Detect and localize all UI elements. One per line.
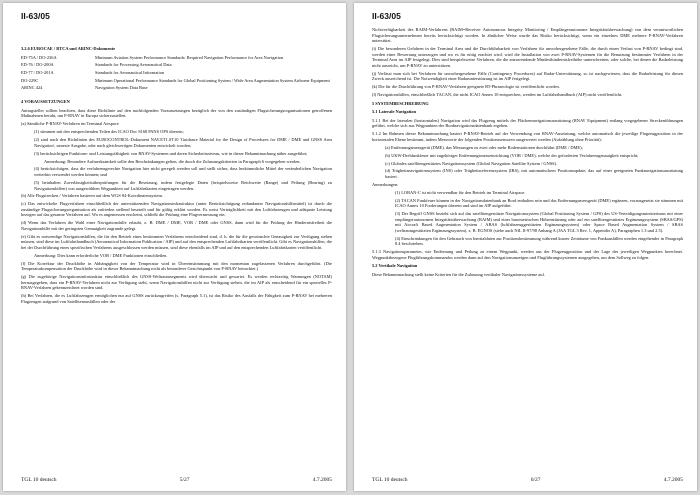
section-heading: 5.2 Vertikale Navigation: [372, 263, 418, 269]
chapter-heading: 5 SYSTEMBESCHREIBUNG: [372, 100, 429, 106]
paragraph: 5.1.2 Im Rahmen dieser Bekanntmachung basiert P-RNAV-Betrieb auf der Verwendung von RNAV-Ausrüstung, welche automatisch die jeweilige Flugzeugposition in der horizontalen Ebene bestimmt, indem Messwerte der folgenden Positionssensoren ausgewertet werden (Aufzählung ohne Priorität):: [372, 131, 683, 142]
list-item: (b) UKW-Drehfunkfeuer mit zugehöriger Entfernungsmesseinrichtung (VOR / DME), welche der geforderten Verfahrensgenauigkeit entspricht;: [385, 152, 639, 158]
paragraph: (d) Wenn das Verfahren die Wahl einer Navigationshilfe erlaubt, z. B. DME / DME, VOR / DME oder GNSS, dann wird für die Prüfung der Hindernisfreiheit die Navigationshilfe mit der geringsten Genauigkeit zugrunde gelegt.: [21, 220, 332, 231]
note: (3) Der Begriff GNSS bezieht sich auf das satellitengestützte Navigationssystem (Global Positioning System / GPS) des US-Verteidigungsministeriums mit einer empfängerautonomen Integritätsüberwachung (RAIM) und einer barometrischen Höhenstützung oder auf ein satellitengestütztes Ergänzungssystem (SBAS/GPS) mit Aircraft Based Augmentation System / ABAS (luftfahrzeuggestützten Ergänzungssystem) oder Space Based Augmentation System / SBAS (weltraumgestützten Ergänzungssystem), z. B. EGNOS (siehe auch NfL II-97/98 Anhang A (JAA TGL 3 Rev. 1, Appendix A), Paragraphen 1.3 und 2.5).: [395, 211, 683, 233]
paragraph: 5.1.3 Navigationsparameter, wie Entfernung und Peilung zu einem Wegpunkt, werden aus der Flugzeugposition und der Lage des jeweiligen Wegpunktes berechnet. Wegpunktbezogene Flugführungskommandos werden dann auf den Navigationsanzeigen und Flugführungssystemen ausgegeben, um dem Sollweg zu folgen.: [372, 249, 683, 260]
standards-table: [21, 55, 332, 94]
document-page-right: [354, 3, 697, 491]
note: (1) LORAN-C ist nicht verwendbar für den Betrieb im Terminal Airspace.: [395, 189, 526, 195]
paragraph: Antragsteller sollten beachten, dass diese Richtlinie auf den nachfolgenden Voraussetzungen bezüglich der von den zuständigen Flugsicherungsorganisationen getroffenen Maßnahmen beruht, um P-RNAV in Europa sicherzustellen.: [21, 107, 332, 119]
notes-label: Anmerkungen:: [372, 181, 399, 187]
footer-doc-name: TGL 10 deutsch: [372, 477, 408, 483]
paragraph: (e) Gibt es notwendige Navigationshilfen, die für den Betrieb eines bestimmten Verfahrens entscheidend sind, d. h. die für die gewünschte Genauigkeit zur Verfügung stehen müssen, sind diese im Luftfahrthandbuch (Aeronautical Information Publication / AIP) und auf den entsprechenden Luftfahrtkarten veröffentlicht. Gibt es Navigationshilfen, die bei der Durchführung eines spezifischen Verfahrens ausgeschlossen werden müssen, sind diese ebenfalls im AIP und auf den entsprechenden Luftfahrtkarten veröffentlicht.: [21, 233, 332, 250]
standard-title: Standards for Aeronautical Information: [95, 70, 165, 76]
list-item: (c) Globales satellitengestütztes Navigationssystem (Global Navigation Satellite System / GNSS).: [385, 160, 558, 166]
standard-title: Minimum Aviation System Performance Standards: Required Navigation Performance for Area Navigation: [95, 54, 284, 60]
list-item: (5) beinhalten Zuverlässigkeitsüberprüfungen für die Besetzung, indem festgelegte Daten (beispielsweise Reichweite (Range) und Peilung (Bearing) zu Navigationshilfen) von ausgewählten Wegpunkten auf Luftfahrtkarten eingetragen werden.: [34, 179, 332, 191]
note: (4) Einschränkungen für den Gebrauch von Inertialdaten zur Positionsbestimmung während kurzer Zeiträume von Funkausfällen werden eingehender in Paragraph 8.4 beschrieben.: [395, 235, 683, 247]
table-row: [21, 55, 332, 63]
standard-code: DO-229C: [21, 77, 39, 83]
table-row: [21, 78, 332, 86]
list-item: (1) stimmen mit den entsprechenden Teilen des ICAO Doc 8168 PANS OPS überein;: [34, 129, 184, 135]
list-item: (4) berücksichtigen, dass die verfahrensgerechte Navigation hier nicht geregelt werden soll und stellt sicher, dass herkömmliche Mittel der veränderlichen Navigation weiterhin verwendet werden können; und: [34, 166, 332, 178]
page-footer: [21, 477, 332, 483]
paragraph: (k) Die für die Durchführung von P-RNAV-Verfahren geeignete RT-Phraseologie ist veröffentlicht worden.: [372, 84, 560, 90]
paragraph: (a) Sämtliche P-RNAV-Verfahren im Terminal Airspace: [21, 121, 119, 127]
standard-code: ARINC 424: [21, 85, 43, 91]
page-header: II-63/05: [21, 11, 50, 21]
standard-code: ED-76 / DO-200A: [21, 62, 54, 68]
standard-title: Navigation System Data Base: [95, 85, 148, 91]
paragraph: (b) Alle Flugstrecken / Verfahren basieren auf dem WGS 84-Koordinatensystem.: [21, 193, 164, 199]
footer-date: 4.7.2005: [312, 477, 332, 483]
list-item: (3) berücksichtigen Funktions- und Leistungsfähigkeit von RNAV-Systemen und deren Sicherheitsniveau, wie in dieser Bekanntmachung näher ausgeführt;: [34, 150, 308, 156]
document-page-left: [3, 3, 346, 491]
list-item: (a) Entfernungsmessgerät (DME), das Messungen zu zwei oder mehr Bodenstationen durchführt (DME / DME);: [385, 144, 583, 150]
paragraph: (f) Die Korrektur der Druckhöhe in Abhängigkeit von der Temperatur wird in Übereinstimmung mit den momentan zugelassenen Verfahren durchgeführt. (Die Temperaturkompensation der Druckhöhe wird in dieser Bekanntmachung nicht als besonderer Gesichtspunkt von P-RNAV betrachtet.): [21, 260, 332, 272]
paragraph: (c) Das entwickelte Flugverfahren einschließlich der unterstützenden Navigationsinfrastruktur (unter Berücksichtigung redundanter Navigationshilfsmittel) ist durch die zuständige Flugsicherungsorganisation als zufrieden stellend beurteilt und für gültig erklärt worden. Es weist Verträglichkeit mit den Luftfahrzeugen und adäquate Leistung bezogen auf das gesamte Verfahren auf. Wo es angemessen erscheint, schließt die Prüfung eine Flugvermessung ein.: [21, 201, 332, 218]
note: (2) TACAN Funkfeuer können in der Navigationsdatenbank an Bord enthalten sein und das Entfernungsmessgerät (DME) ergänzen, vorausgesetzt sie stimmen mit ICAO Annex 10 Forderungen überein und sind im AIP aufgeführt.: [395, 197, 683, 209]
footer-doc-name: TGL 10 deutsch: [21, 477, 57, 483]
page-number: 6/27: [530, 477, 541, 483]
table-row: [21, 70, 332, 78]
note: Anmerkung: Besondere Aufmerksamkeit sollte den Beschränkungen gelten, die durch die Zulassungskriterien in Paragraph 6 vorgegeben werden.: [44, 158, 301, 164]
list-item: (d) Trägheitsnavigationssystem (INS) oder Trägheitsreferenzsystem (IRS), mit automatischem Positionsupdate, das auf einer geeigneten Funknavigationsausrüstung basiert.: [385, 168, 683, 179]
paragraph: (l) Navigationshilfen, einschließlich TACAN, die nicht ICAO Annex 10 entsprechen, werden im Luftfahrthandbuch (AIP) nicht veröffentlicht.: [372, 92, 623, 98]
paragraph: (j) Verlässt man sich bei Verfahren für unvorhergesehene Fälle (Contingency Procedures) auf Radar-Unterstützung, so ist nachgewiesen, dass die Radarleistung für diesen Zweck ausreichend ist. Die Notwendigkeit einer Radarunterstützung ist im AIP festgelegt.: [372, 70, 683, 82]
standard-title: Minimum Operational Performance Standards for Global Positioning System / Wide Area Augmentation System Airborne Equipment: [95, 77, 330, 83]
paragraph: (i) Die besonderen Gefahren in der Terminal Area und die Durchführbarkeit von Verfahren für unvorhergesehene Fälle, die durch einen Verlust von P-RNAV bedingt sind, werden einer Bewertung unterzogen und wo es für nötig erachtet wird, wird die Installation von zwei P-RNAV-Systemen für die Benutzung bestimmter Verfahren in der Terminal Area im AIP festgelegt. Dies sind beispielsweise Verfahren, die die anzuwendende Mindesthindernisfreihöhe unterschreiten, oder solche, bei denen die Radarleistung nicht ausreicht, um P-RNAV zu unterstützen.: [372, 46, 683, 68]
page-content: [21, 43, 332, 307]
paragraph: Diese Bekanntmachung stellt keine Kriterien für die Zulassung vertikaler Navigationssysteme auf.: [372, 272, 546, 277]
chapter-heading: 4 VORAUSSETZUNGEN: [21, 99, 70, 105]
standard-code: ED-77 / DO-201A: [21, 70, 54, 76]
table-row: [21, 62, 332, 70]
section-heading: 5.1 Laterale Navigation: [372, 109, 417, 115]
page-number: 5/27: [179, 477, 190, 483]
standard-title: Standards for Processing Aeronautical Data: [95, 62, 172, 68]
page-footer: [372, 477, 683, 483]
paragraph: (g) Die zugehörige Navigationsinfrastruktur einschließlich des GNSS-Weltraumsegments wird überwacht und gewartet. Es werden rechtzeitig Warnungen (NOTAM) herausgegeben, dass ein P-RNAV-Verfahren nicht zur Verfügung steht, wenn Navigationshilfen nicht zur Verfügung stehen, die im AIP als entscheidend für ein spezielles P-RNAV-Verfahren gekennzeichnet worden sind.: [21, 274, 332, 291]
paragraph: (h) Bei Verfahren, die es Luftfahrzeugen ermöglichen nur auf GNSS zurückzugreifen (s. Paragraph 5.1), ist das Risiko des Ausfalls der Fähigkeit zum P-RNAV bei mehreren Flugzeugen aufgrund von Satellitenausfällen oder der: [21, 293, 332, 304]
paragraph: Nichtverfügbarkeit des RAIM-Verfahrens (RAIM=Receiver Autonomous Integrity Monitoring / Empfängerautonome Integritätsüberwachung) von dem verantwortlichen Flugsicherungsunternehmen bereits berücksichtigt worden. In ähnlicher Weise wurde das Risiko berücksichtigt, wenn ein einzelnes DME mehrere P-RNAV-Verfahren unterstützt.: [372, 27, 683, 44]
footer-date: 4.7.2005: [663, 477, 683, 483]
section-heading: 3.2.6 EUROCAE / RTCA und ARINC-Dokumente: [21, 46, 116, 51]
page-header: II-63/05: [372, 11, 401, 21]
paragraph: 5.1.1 Bei der lateralen (horizontalen) Navigation wird das Flugzeug mittels der Flächennavigationsausrüstung (RNAV Equipment) entlang vorgegebener Streckenführungen geführt, welche sich aus Wegpunkten der Bordnavigationsdatenbank ergeben.: [372, 117, 683, 129]
list-item: (2) sind nach den Richtlinien des EUROCONTROL-Dokument NAV.ET1.ST10 'Guidance Material for the Design of Procedures for DME / DME and GNSS Area Navigation', neueste Ausgabe, oder nach gleichwertigen Dokumenten entwickelt worden;: [34, 137, 332, 148]
note: Anmerkung: Dies kann erforderliche VOR / DME Funktionen einschließen.: [34, 252, 168, 258]
page-content: [372, 27, 683, 280]
standard-code: ED-75A / DO-236A: [21, 54, 57, 60]
table-row: [21, 85, 332, 93]
